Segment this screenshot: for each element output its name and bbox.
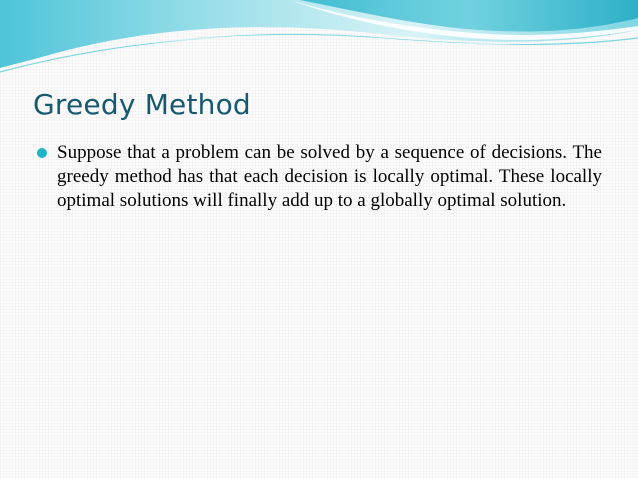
bullet-list [37,141,602,213]
header-wave-decoration [0,0,638,80]
bullet-item [37,141,602,213]
circle-bullet-icon [37,148,47,158]
bullet-text: Suppose that a problem can be solved by a sequence of decisions. The greedy method has that each decision is locally optimal. These locally optimal solutions will finally add up to a globally optimal solution. [57,142,602,211]
slide-title: Greedy Method [33,88,251,121]
